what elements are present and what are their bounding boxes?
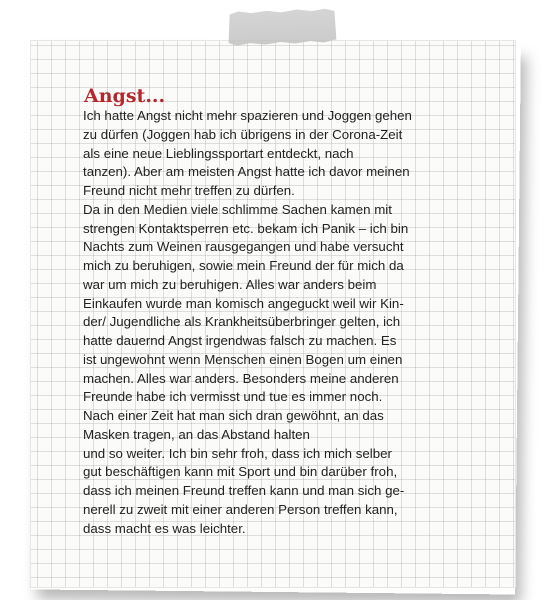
- note-line: tanzen). Aber am meisten Angst hatte ich davor meinen: [83, 164, 410, 180]
- note-line: mich zu beruhigen, sowie mein Freund der für mich da: [83, 258, 404, 273]
- note-line: nerell zu zweit mit einer anderen Person treffen kann,: [83, 501, 398, 517]
- note-line: strengen Kontaktsperren etc. bekam ich Panik – ich bin: [83, 220, 409, 236]
- note-line: dass macht es was leichter.: [83, 520, 246, 536]
- note-body: [83, 107, 503, 538]
- note-line: Nachts zum Weinen rausgegangen und habe versucht: [83, 239, 404, 255]
- note-line: Freund nicht mehr treffen zu dürfen.: [83, 183, 295, 198]
- note-line: hatte dauernd Angst irgendwas falsch zu machen. Es: [83, 333, 397, 348]
- adhesive-tape: [227, 8, 336, 46]
- note-line: als eine neue Lieblingssportart entdeckt, nach: [83, 145, 354, 161]
- note-line: ist ungewohnt wenn Menschen einen Bogen um einen: [83, 351, 403, 367]
- note-line: Da in den Medien viele schlimme Sachen kamen mit: [83, 201, 392, 217]
- note-line: der/ Jugendliche als Krankheitsüberbringer gelten, ich: [83, 314, 401, 330]
- note-line: Masken tragen, an das Abstand halten: [83, 426, 310, 442]
- note-line: und so weiter. Ich bin sehr froh, dass ich mich selber: [83, 445, 392, 461]
- note-title: Angst...: [84, 85, 166, 107]
- note-line: dass ich meinen Freund treffen kann und man sich ge-: [83, 483, 405, 498]
- note-line: Einkaufen wurde man komisch angeguckt weil wir Kin-: [83, 295, 404, 311]
- note-line: war um mich zu beruhigen. Alles war anders beim: [83, 276, 377, 292]
- note-line: gut beschäftigen kann mit Sport und bin darüber froh,: [83, 464, 398, 480]
- note-line: machen. Alles war anders. Besonders meine anderen: [83, 370, 399, 386]
- note-line: Nach einer Zeit hat man sich dran gewöhnt, an das: [83, 408, 384, 423]
- note-line: Freunde habe ich vermisst und tue es immer noch.: [83, 389, 383, 405]
- note-line: zu dürfen (Joggen hab ich übrigens in der Corona-Zeit: [83, 126, 403, 142]
- note-line: Ich hatte Angst nicht mehr spazieren und Joggen gehen: [83, 108, 412, 123]
